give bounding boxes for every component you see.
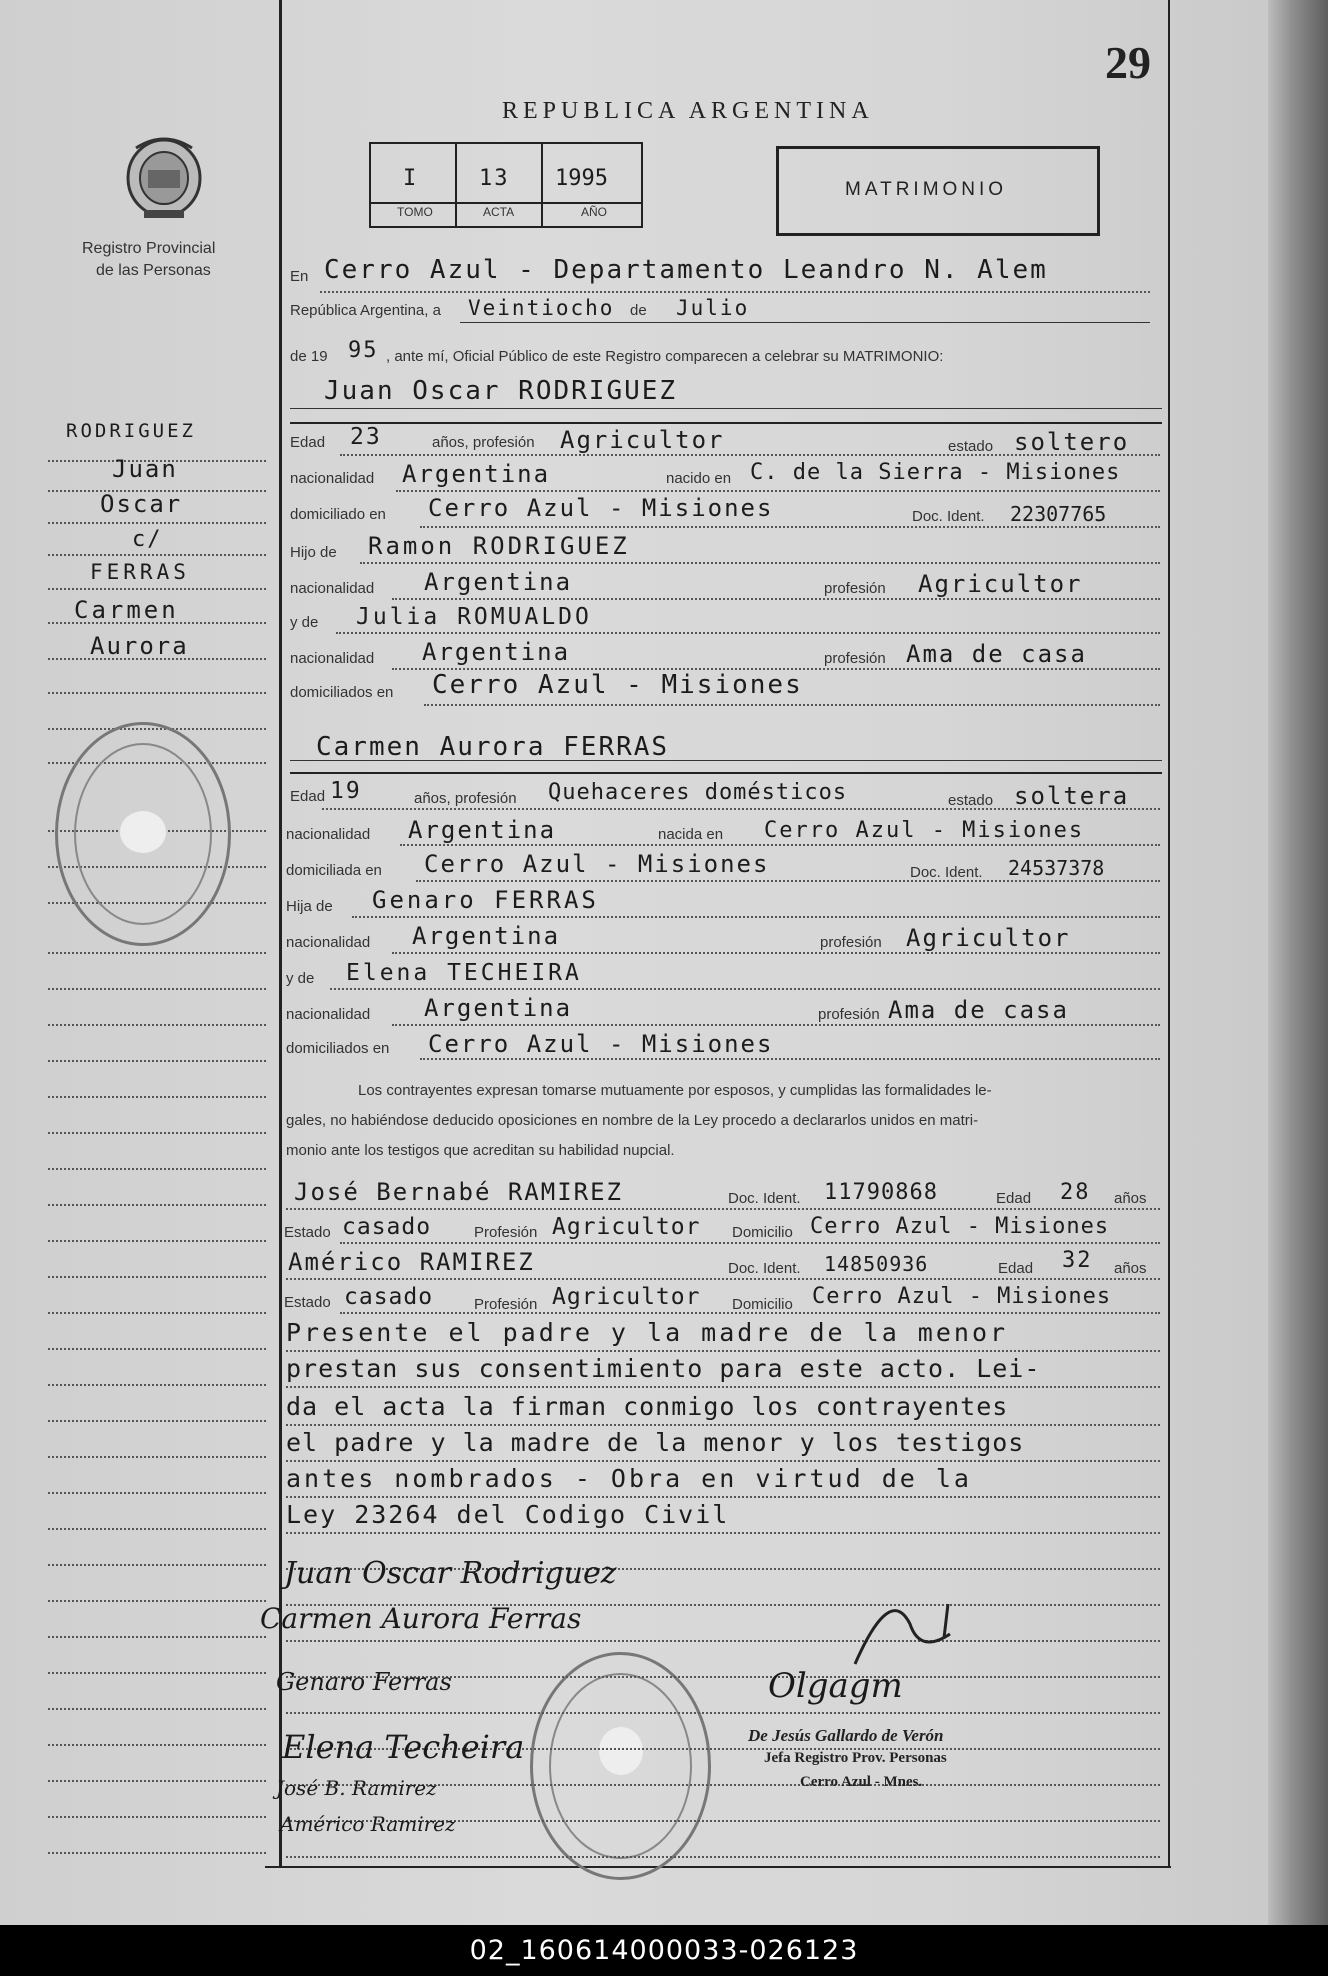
note-line-4: el padre y la madre de la menor y los testigos bbox=[286, 1428, 1025, 1457]
bride-line-7 bbox=[392, 1024, 1160, 1026]
signature-flourish-icon bbox=[850, 1594, 960, 1684]
signature-bride: Carmen Aurora Ferras bbox=[260, 1602, 582, 1635]
groom-line-3 bbox=[420, 526, 1160, 528]
bride-madre-prof: Ama de casa bbox=[888, 996, 1069, 1024]
page-edge bbox=[1268, 0, 1328, 1925]
registry-stamp-left bbox=[55, 722, 231, 946]
signature-witness-2: Américo Ramirez bbox=[280, 1812, 456, 1836]
groom-doms-label: domiciliados en bbox=[290, 684, 394, 701]
witness-2-estado: casado bbox=[344, 1284, 434, 1310]
note-line-1: Presente el padre y la madre de la menor bbox=[286, 1318, 1009, 1347]
groom-madre: Julia ROMUALDO bbox=[356, 604, 592, 630]
note-rule-15 bbox=[286, 1856, 1160, 1858]
declaration-line-3: monio ante los testigos que acreditan su habilidad nupcial. bbox=[286, 1142, 675, 1159]
margin-note-6: Carmen bbox=[74, 596, 179, 624]
bride-doc-label: Doc. Ident. bbox=[910, 864, 983, 881]
groom-padre-prof-label: profesión bbox=[824, 580, 886, 597]
bride-edad: 19 bbox=[330, 778, 362, 804]
bride-profesion: Quehaceres domésticos bbox=[548, 780, 848, 805]
witness-1-doc-label: Doc. Ident. bbox=[728, 1190, 801, 1207]
note-rule-4 bbox=[286, 1460, 1160, 1462]
signature-groom: Juan Oscar Rodriguez bbox=[284, 1556, 617, 1591]
witness-1-edad-label: Edad bbox=[996, 1190, 1032, 1207]
groom-nacionalidad: Argentina bbox=[402, 460, 551, 488]
groom-padre-nac-label: nacionalidad bbox=[290, 580, 375, 597]
signature-bride-mother: Elena Techeira bbox=[282, 1728, 525, 1766]
note-rule-6 bbox=[286, 1532, 1160, 1534]
bride-line-5 bbox=[392, 952, 1160, 954]
bride-madre: Elena TECHEIRA bbox=[346, 960, 582, 986]
witness-1-doc: 11790868 bbox=[824, 1180, 938, 1205]
bride-name-line bbox=[290, 760, 1162, 761]
witness-2-doc: 14850936 bbox=[824, 1252, 929, 1276]
witness-1-edad: 28 bbox=[1060, 1180, 1091, 1205]
date-line bbox=[460, 322, 1150, 323]
day-value: Veintiocho bbox=[468, 296, 615, 320]
margin-note-7: Aurora bbox=[90, 632, 189, 660]
witness-1-estado: casado bbox=[342, 1214, 432, 1240]
groom-line-8 bbox=[424, 704, 1160, 706]
tomo-label: TOMO bbox=[397, 205, 433, 219]
note-rule-1 bbox=[286, 1350, 1160, 1352]
margin-note-1: RODRIGUEZ bbox=[66, 420, 196, 442]
groom-padre-nac: Argentina bbox=[424, 568, 573, 596]
groom-estado: soltero bbox=[1014, 428, 1130, 456]
declaration-line-2: gales, no habiéndose deducido oposiciones en nombre de la Ley procedo a declararlos unidos en matri- bbox=[286, 1112, 979, 1129]
official-title: Jefa Registro Prov. Personas bbox=[764, 1750, 947, 1766]
bride-estado: soltera bbox=[1014, 782, 1130, 810]
bride-padre-prof: Agricultor bbox=[906, 924, 1071, 952]
bride-madre-prof-label: profesión bbox=[818, 1006, 880, 1023]
record-numbers-box bbox=[369, 142, 643, 228]
bride-domicilio: Cerro Azul - Misiones bbox=[424, 850, 770, 878]
bride-line-6 bbox=[330, 988, 1160, 990]
year-suffix: 95 bbox=[348, 338, 379, 363]
bride-nacida: Cerro Azul - Misiones bbox=[764, 818, 1085, 843]
witness-2-domicilio: Cerro Azul - Misiones bbox=[812, 1284, 1112, 1309]
groom-nac-label: nacionalidad bbox=[290, 470, 375, 487]
note-rule-11 bbox=[286, 1712, 1160, 1714]
note-line-3: da el acta la firman conmigo los contrayentes bbox=[286, 1392, 1009, 1421]
ano-label: AÑO bbox=[581, 205, 608, 219]
groom-line-4 bbox=[360, 562, 1160, 564]
groom-edad: 23 bbox=[350, 424, 382, 450]
bride-padre-nac: Argentina bbox=[412, 922, 561, 950]
groom-estado-label: estado bbox=[948, 438, 994, 455]
groom-dom-label: domiciliado en bbox=[290, 506, 386, 523]
left-margin-rule bbox=[279, 0, 282, 1868]
note-rule-5 bbox=[286, 1496, 1160, 1498]
groom-nacido: C. de la Sierra - Misiones bbox=[750, 460, 1121, 485]
margin-note-4: c/ bbox=[132, 527, 163, 552]
groom-line-6 bbox=[336, 632, 1160, 634]
margin-note-2: Juan bbox=[112, 455, 178, 483]
witness-2-name: Américo RAMIREZ bbox=[288, 1248, 535, 1276]
registry-line-1: Registro Provincial bbox=[82, 240, 216, 257]
bride-madre-nac: Argentina bbox=[424, 994, 573, 1022]
bride-dom-label: domiciliada en bbox=[286, 862, 382, 879]
groom-madre-nac: Argentina bbox=[422, 638, 571, 666]
groom-line-5 bbox=[392, 598, 1160, 600]
note-rule-3 bbox=[286, 1424, 1160, 1426]
doc-type: MATRIMONIO bbox=[845, 179, 1008, 200]
bride-line-8 bbox=[420, 1058, 1160, 1060]
note-rule-9 bbox=[286, 1640, 1160, 1642]
bride-estado-label: estado bbox=[948, 792, 994, 809]
bride-nacionalidad: Argentina bbox=[408, 816, 557, 844]
bride-ydel-label: y de bbox=[286, 970, 315, 987]
year-prefix: de 19 bbox=[290, 348, 328, 365]
note-rule-2 bbox=[286, 1386, 1160, 1388]
groom-madre-prof: Ama de casa bbox=[906, 640, 1087, 668]
groom-name-line bbox=[290, 408, 1162, 409]
bride-edad-label: Edad bbox=[290, 788, 326, 805]
groom-doc: 22307765 bbox=[1010, 502, 1107, 526]
groom-edad-label: Edad bbox=[290, 434, 326, 451]
witness-2-line-2 bbox=[340, 1312, 1160, 1314]
bride-padre-prof-label: profesión bbox=[820, 934, 882, 951]
witness-2-line-1 bbox=[286, 1278, 1160, 1280]
groom-ydel-label: y de bbox=[290, 614, 319, 631]
bride-profesion-label: años, profesión bbox=[414, 790, 517, 807]
witness-2-estado-label: Estado bbox=[284, 1294, 331, 1311]
note-line-5: antes nombrados - Obra en virtud de la bbox=[286, 1464, 972, 1493]
note-line-2: prestan sus consentimiento para este acto. Lei- bbox=[286, 1354, 1041, 1383]
month-value: Julio bbox=[676, 296, 750, 320]
groom-hijo-label: Hijo de bbox=[290, 544, 337, 561]
groom-padre-prof: Agricultor bbox=[918, 570, 1083, 598]
groom-padre: Ramon RODRIGUEZ bbox=[368, 532, 630, 560]
bride-doc: 24537378 bbox=[1008, 856, 1105, 880]
witness-1-line-1 bbox=[286, 1208, 1160, 1210]
bottom-rule bbox=[265, 1866, 1171, 1868]
bride-line-1 bbox=[322, 808, 1160, 810]
witness-2-edad-label: Edad bbox=[998, 1260, 1034, 1277]
witness-1-dom-label: Domicilio bbox=[732, 1224, 793, 1241]
groom-profesion: Agricultor bbox=[560, 426, 725, 454]
registry-line-2: de las Personas bbox=[96, 262, 211, 279]
signature-bride-father: Genaro Ferras bbox=[276, 1668, 452, 1696]
place-value: Cerro Azul - Departamento Leandro N. Alem bbox=[324, 255, 1048, 285]
bride-nac-label: nacionalidad bbox=[286, 826, 371, 843]
signature-witness-1: José B. Ramirez bbox=[276, 1776, 437, 1800]
right-margin-rule bbox=[1168, 0, 1170, 1866]
en-label: En bbox=[290, 268, 309, 285]
groom-padres-dom: Cerro Azul - Misiones bbox=[432, 670, 803, 700]
groom-line-1 bbox=[340, 454, 1160, 456]
official-place: Cerro Azul - Mnes. bbox=[800, 1774, 923, 1790]
groom-section-rule bbox=[290, 422, 1162, 424]
bride-doms-label: domiciliados en bbox=[286, 1040, 390, 1057]
bride-line-4 bbox=[352, 916, 1160, 918]
groom-nacido-label: nacido en bbox=[666, 470, 732, 487]
bride-name: Carmen Aurora FERRAS bbox=[316, 732, 670, 762]
witness-1-domicilio: Cerro Azul - Misiones bbox=[810, 1214, 1110, 1239]
registry-stamp-bottom bbox=[530, 1652, 711, 1880]
groom-domicilio: Cerro Azul - Misiones bbox=[428, 494, 774, 522]
coat-of-arms-icon bbox=[118, 130, 210, 222]
witness-1-prof-label: Profesión bbox=[474, 1224, 538, 1241]
acta-label: ACTA bbox=[483, 205, 515, 219]
page-number: 29 bbox=[1105, 37, 1151, 88]
bride-line-3 bbox=[416, 880, 1160, 882]
scan-footer-id: 02_160614000033-026123 bbox=[0, 1925, 1328, 1976]
groom-line-2 bbox=[396, 490, 1160, 492]
groom-madre-prof-label: profesión bbox=[824, 650, 886, 667]
witness-2-profesion: Agricultor bbox=[552, 1284, 701, 1310]
margin-note-5: FERRAS bbox=[90, 560, 190, 584]
bride-padre: Genaro FERRAS bbox=[372, 886, 599, 914]
acta-value: 13 bbox=[479, 166, 510, 191]
witness-1-profesion: Agricultor bbox=[552, 1214, 701, 1240]
groom-doc-label: Doc. Ident. bbox=[912, 508, 985, 525]
declaration-line-1: Los contrayentes expresan tomarse mutuamente por esposos, y cumplidas las formalidades le- bbox=[358, 1082, 992, 1099]
official-name: De Jesús Gallardo de Verón bbox=[748, 1726, 944, 1745]
groom-madre-nac-label: nacionalidad bbox=[290, 650, 375, 667]
country-title: REPUBLICA ARGENTINA bbox=[502, 98, 874, 124]
groom-name: Juan Oscar RODRIGUEZ bbox=[324, 376, 678, 406]
bride-hija-label: Hija de bbox=[286, 898, 333, 915]
bride-nacida-label: nacida en bbox=[658, 826, 724, 843]
de-label: de bbox=[630, 302, 647, 319]
tomo-value: I bbox=[403, 166, 419, 191]
witness-1-estado-label: Estado bbox=[284, 1224, 331, 1241]
matrimonio-box bbox=[776, 146, 1100, 236]
signature-official: Olgagm bbox=[768, 1666, 903, 1706]
witness-1-name: José Bernabé RAMIREZ bbox=[294, 1178, 623, 1206]
margin-note-3: Oscar bbox=[100, 490, 183, 518]
witness-1-line-2 bbox=[340, 1242, 1160, 1244]
witness-2-doc-label: Doc. Ident. bbox=[728, 1260, 801, 1277]
bride-section-rule bbox=[290, 772, 1162, 774]
witness-2-dom-label: Domicilio bbox=[732, 1296, 793, 1313]
intro-text: , ante mí, Oficial Público de este Registro comparecen a celebrar su MATRIMONIO: bbox=[386, 348, 944, 365]
witness-2-edad: 32 bbox=[1062, 1248, 1093, 1273]
bride-padres-dom: Cerro Azul - Misiones bbox=[428, 1030, 774, 1058]
witness-1-anos-label: años bbox=[1114, 1190, 1147, 1207]
bride-line-2 bbox=[400, 844, 1160, 846]
groom-profesion-label: años, profesión bbox=[432, 434, 535, 451]
witness-2-prof-label: Profesión bbox=[474, 1296, 538, 1313]
bride-padre-nac-label: nacionalidad bbox=[286, 934, 371, 951]
bride-madre-nac-label: nacionalidad bbox=[286, 1006, 371, 1023]
witness-2-anos-label: años bbox=[1114, 1260, 1147, 1277]
ano-value: 1995 bbox=[555, 166, 608, 191]
republica-label: República Argentina, a bbox=[290, 302, 441, 319]
note-line-6: Ley 23264 del Codigo Civil bbox=[286, 1500, 730, 1529]
place-line bbox=[320, 291, 1150, 293]
